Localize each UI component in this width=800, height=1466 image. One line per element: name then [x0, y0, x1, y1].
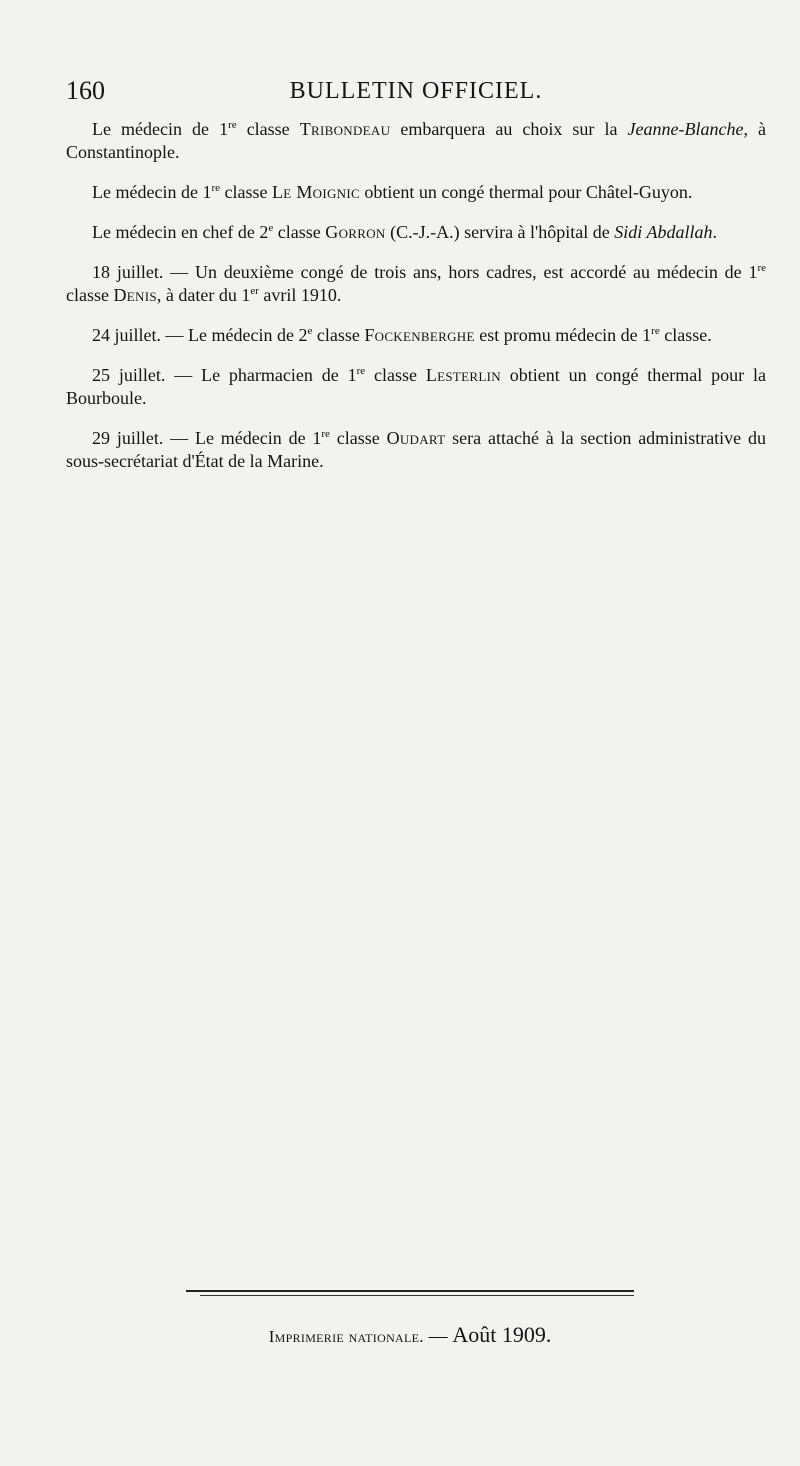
paragraph-tribondeau [66, 118, 766, 164]
ordinal-superscript: re [356, 365, 366, 377]
ordinal-superscript: er [250, 285, 259, 297]
printer-name: Imprimerie nationale. [268, 1327, 424, 1346]
paragraph-gorron [66, 221, 766, 244]
text-segment: , à Constantinople. [66, 119, 766, 162]
text-segment: — Un deuxième congé de trois ans, hors cadres, est accordé au médecin de 1 [163, 262, 758, 282]
entry-date: 25 juillet. [92, 365, 166, 385]
text-segment: embarquera au choix sur la [390, 119, 628, 139]
text-segment: Le médecin de 1 [92, 182, 212, 202]
entry-date: 29 juillet. [92, 428, 164, 448]
paragraph-lesterlin [66, 364, 766, 410]
ordinal-superscript: re [651, 325, 660, 337]
text-segment: classe [365, 365, 426, 385]
text-segment: avril 1910. [258, 285, 342, 305]
text-segment: , à dater du 1 [156, 285, 251, 305]
ship-name: Jeanne-Blanche [627, 119, 744, 139]
imprint-line [186, 1320, 634, 1352]
running-title: BULLETIN OFFICIEL. [289, 78, 543, 104]
entry-date: 24 juillet. [92, 325, 161, 345]
text-segment: — Le pharmacien de 1 [165, 365, 357, 385]
text-segment: classe [329, 428, 387, 448]
text-segment: — Le médecin de 1 [163, 428, 322, 448]
text-segment: obtient un congé thermal pour la Bourboule. [66, 365, 766, 408]
text-segment: . [712, 222, 717, 242]
text-segment: — Le médecin de 2 [161, 325, 308, 345]
paragraph-oudart [66, 427, 766, 473]
footer-rule [186, 1290, 634, 1292]
text-segment: classe [66, 285, 114, 305]
text-segment: classe [273, 222, 326, 242]
person-name: Tribondeau [299, 119, 391, 139]
text-segment: classe. [659, 325, 712, 345]
ordinal-superscript: re [757, 262, 767, 274]
person-name: Oudart [386, 428, 446, 448]
text-segment: Le médecin en chef de 2 [92, 222, 269, 242]
separator: — [423, 1326, 453, 1347]
person-name: Le Moignic [271, 182, 360, 202]
ordinal-superscript: e [268, 222, 274, 234]
ordinal-superscript: e [307, 325, 313, 337]
person-name: Gorron [325, 222, 386, 242]
person-name: Fockenberghe [364, 325, 475, 345]
document-body [66, 118, 766, 490]
paragraph-le-moignic [66, 181, 766, 204]
text-segment: sera attaché à la section administrative du sous-secrétariat d'État de la Marine. [66, 428, 766, 471]
ordinal-superscript: re [321, 428, 330, 440]
text-segment: classe [236, 119, 300, 139]
paragraph-denis [66, 261, 766, 307]
page-number: 160 [66, 76, 105, 105]
page-header [66, 76, 766, 110]
text-segment: classe [312, 325, 365, 345]
ordinal-superscript: re [211, 182, 220, 194]
text-segment: (C.-J.-A.) servira à l'hôpital de [385, 222, 615, 242]
text-segment: Le médecin de 1 [92, 119, 229, 139]
place-name: Sidi Abdallah [614, 222, 713, 242]
ordinal-superscript: re [228, 119, 237, 131]
text-segment: obtient un congé thermal pour Châtel-Guyon. [359, 182, 693, 202]
entry-date: 18 juillet. [92, 262, 164, 282]
text-segment: est promu médecin de 1 [474, 325, 652, 345]
paragraph-fockenberghe [66, 324, 766, 347]
person-name: Denis [113, 285, 157, 305]
text-segment: classe [220, 182, 272, 202]
person-name: Lesterlin [425, 365, 501, 385]
footer-rule [200, 1295, 634, 1296]
imprint-date: Août 1909. [452, 1322, 552, 1347]
